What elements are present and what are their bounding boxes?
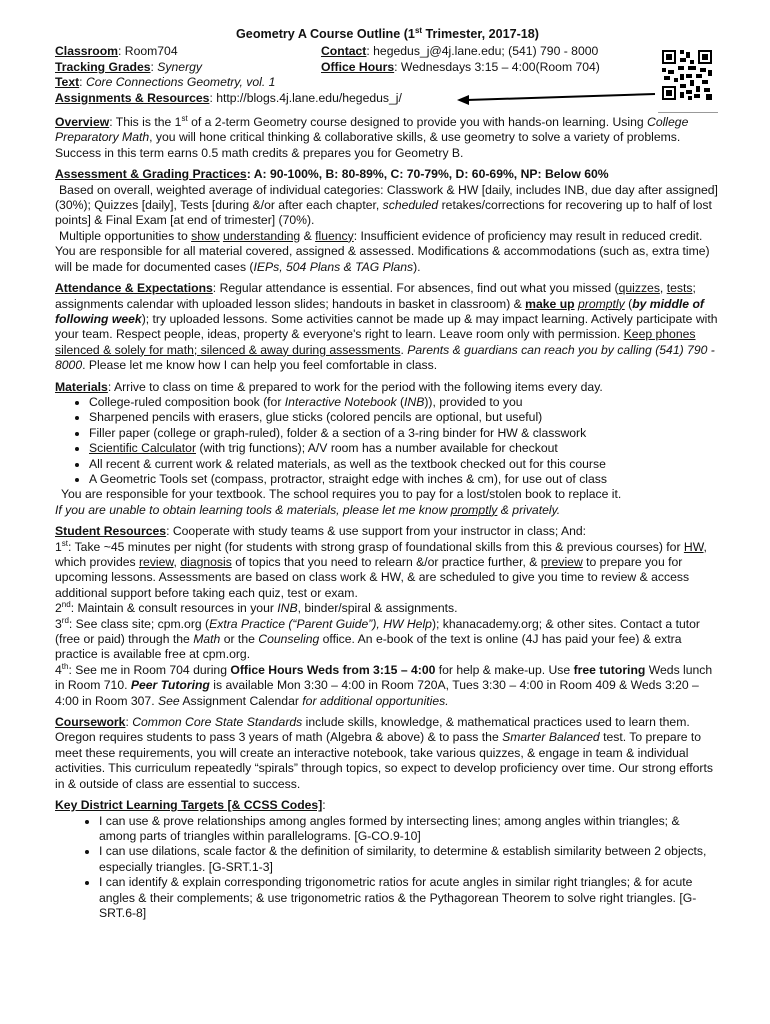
accommodations-italic: IEPs, 504 Plans & TAG Plans [253, 259, 414, 274]
assessment-text-3: Multiple opportunities to [59, 228, 192, 243]
inb-text: INB [277, 601, 298, 616]
list-item: • I can identify & explain corresponding trigonometric ratios for acute angles in similar right triangles; & for acute angles & their complements; & use trigonometric ratios & the Pythagorean Theorem to solve right triangles. [G-SRT.6-8] [99, 875, 720, 921]
grade-scale: : A: 90-100%, B: 80-89%, C: 70-79%, D: 60-69%, NP: Below 60% [246, 167, 609, 182]
diagnosis-text: diagnosis [180, 555, 232, 569]
help-text-2: & privately. [497, 502, 561, 517]
ordinal-sup: nd [61, 600, 71, 610]
item-text: College-ruled composition book (for [89, 394, 285, 409]
attendance-text-2: ; assignments calendar with uploaded lesson slides; handouts in basket in classroom) & [55, 281, 696, 311]
overview-text-2: of a 2-term Geometry course designed to provide you with hands-on learning. Using [187, 115, 648, 130]
coursework-section [55, 715, 720, 792]
list-item [89, 395, 720, 410]
attendance-label: Attendance & Expectations [55, 281, 213, 296]
calculator-text: Scientific Calculator [89, 441, 197, 456]
ordinal: 1 [55, 539, 62, 554]
text-value: Core Connections Geometry, vol. 1 [85, 75, 276, 90]
assessment-text-4: : Insufficient evidence of proficiency may result in reduced credit. You are responsible for all material covered, assigned & assessed. Modifications & accommodations (such as, extra time) will be made for documented cases ( [55, 228, 710, 274]
ordinal-sup: rd [61, 615, 69, 625]
assessment-italic: scheduled [382, 198, 439, 213]
item-italic: Interactive Notebook [284, 394, 397, 409]
tracking-label: Tracking Grades [55, 59, 151, 74]
tracking-sep: : [150, 59, 158, 74]
help-promptly: promptly [450, 502, 498, 517]
textbook-responsibility: You are responsible for your textbook. The school requires you to pay for a lost/stolen book to replace it. [61, 487, 622, 502]
text-sep: : [79, 75, 86, 90]
title-sup: st [414, 25, 423, 35]
attendance-text-4: . [400, 342, 408, 357]
ordinal: 2 [55, 601, 62, 616]
resource-text: , which provides [55, 539, 707, 569]
resource-text: of topics that you need to relearn &/or practice further, & [231, 555, 541, 569]
list-item: • Filler paper (college or graph-ruled), folder & a section of a 3-ring binder for HW & classwork [89, 426, 720, 441]
coursework-label: Coursework [55, 715, 126, 730]
tests-text: tests [666, 281, 693, 296]
list-item: • Sharpened pencils with erasers, glue sticks (colored pencils are optional, but useful) [89, 410, 720, 425]
peer-tutoring-bold: Peer Tutoring [130, 678, 210, 693]
understanding-text: understanding [222, 228, 301, 243]
assessment-label: Assessment & Grading Practices [55, 167, 247, 182]
resource-text: to prepare you for upcoming lessons. Assessments are based on class work & HW, & are scheduled to give you time to review & access additional support before taking each quiz, test or exam. [55, 555, 690, 600]
make-up-text: make up [525, 296, 575, 311]
list-item: • A Geometric Tools set (compass, protractor, straight edge with inches & cm), for use out of class [89, 472, 720, 487]
materials-section [55, 380, 720, 519]
phones-rule: Keep phones silenced & solely for math; silenced & away during assessments [55, 327, 696, 357]
coursework-text: : [125, 715, 133, 730]
resource-text: , binder/spiral & assignments. [297, 601, 458, 616]
divider [658, 112, 718, 113]
attendance-text-3: ); try uploaded lessons. Some activities cannot be made up & may impact learning. Actively participate with your team. Respect people, ideas, property & everyone's right to learn. Leave room only with permission. [55, 311, 718, 342]
ccss-italic: Common Core State Standards [132, 715, 303, 730]
classroom-value: : Room704 [118, 44, 178, 59]
overview-italic: College Preparatory Math [55, 115, 689, 145]
assessment-text-5: ). [413, 259, 421, 274]
office-hours-value: : Wednesdays 3:15 – 4:00(Room 704) [394, 59, 600, 74]
smarter-balanced-italic: Smarter Balanced [502, 730, 600, 745]
office-hours-label: Office Hours [321, 59, 395, 74]
assignments-link[interactable]: : http://blogs.4j.lane.edu/hegedus_j/ [209, 90, 402, 105]
targets-section [55, 798, 720, 921]
materials-help [55, 503, 720, 518]
resource-1 [55, 540, 720, 602]
targets-colon: : [322, 798, 326, 813]
overview-section [55, 115, 720, 161]
preview-text: preview [540, 555, 583, 569]
see-italic: See [157, 693, 180, 708]
resource-text: for help & make-up. Use [435, 662, 574, 677]
promptly-text: promptly [578, 296, 625, 311]
resource-text: : See me in Room 704 during [68, 662, 231, 677]
assessment-text: Based on overall, weighted average of individual categories: Classwork & HW [daily, includes INB, due day after assigned] (30%); Quizzes [daily], Tests [during &/or after each chapter, [55, 182, 718, 213]
title-text: Geometry A Course Outline (1 [236, 27, 415, 41]
show-text: show [191, 228, 220, 243]
tracking-value: Synergy [157, 59, 203, 74]
assessment-text-2: retakes/corrections for recovering up to half of lost points] & Final Exam [at end of trimester] (70%). [55, 198, 712, 228]
attendance-text-5: . Please let me know how I can help you feel comfortable in class. [82, 358, 438, 373]
opportunities-italic: for additional opportunities. [302, 693, 449, 708]
item-text: )), provided to you [424, 394, 523, 409]
ordinal: 3 [55, 616, 62, 631]
materials-list [55, 395, 720, 487]
resource-text: : See class site; cpm.org ( [68, 616, 210, 631]
materials-label: Materials [55, 379, 108, 394]
overview-text-3: , you will hone critical thinking & collaborative skills, & use geometry to solve a variety of problems. Success in this term earns 0.5 math credits & prepares you for Geometry B. [55, 130, 681, 160]
list-item: • I can use & prove relationships among angles formed by intersecting lines; among angles within triangles; & among parts of triangles within parallelograms. [G-CO.9-10] [99, 814, 720, 845]
resources-label: Student Resources [55, 524, 167, 539]
resource-3 [55, 617, 720, 663]
overview-label: Overview [55, 115, 110, 130]
item-italic: INB [404, 394, 425, 409]
help-text: If you are unable to obtain learning tools & materials, please let me know [55, 502, 451, 517]
resources-section [55, 524, 720, 709]
targets-list [55, 814, 720, 922]
assignments-label: Assignments & Resources [55, 90, 210, 105]
hw-text: HW [683, 539, 704, 554]
quizzes-text: quizzes [618, 281, 660, 296]
deadline-text: by middle of following week [55, 296, 704, 326]
attendance-section: Attendance & Expectations: Regular attendance is essential. For absences, find out what you missed (quizzes, tests; assignments calendar with uploaded lesson slides; handouts in basket in classroom) & make up promptly (by middle of following week); try uploaded lessons. Some activities cannot be made up & may impact learning. Actively participate with your team. Respect people, ideas, property & everyone's right to learn. Leave room only with permission. Keep phones silenced & solely for math; silenced & away during assessments. Parents & guardians can reach you by calling (541) 790 - 8000. Please let me know how I can help you feel comfortable in class. [55, 281, 718, 373]
targets-label: Key District Learning Targets [& CCSS Codes] [55, 798, 323, 813]
ordinal-sup: st [61, 538, 69, 548]
classroom-label: Classroom [55, 44, 118, 59]
coursework-text: test. To prepare to meet these requirements, you will create an interactive notebook, take various quizzes, & engage in team & individual activities. This curriculum repeatedly “spirals” through topics, so expect to develop proficiency over time. Our strong efforts in & outside of class are essential to success. [55, 730, 713, 791]
parents-contact: Parents & guardians can reach you by calling (541) 790 - 8000 [55, 342, 715, 373]
resources-intro: : Cooperate with study teams & use support from your instructor in class; And: [166, 524, 587, 539]
ordinal: 4 [55, 662, 62, 677]
counseling-italic: Counseling [258, 632, 320, 647]
contact-label: Contact [321, 44, 367, 59]
ordinal-sup: th [61, 661, 69, 671]
resource-2 [55, 601, 720, 616]
overview-text: : This is the 1 [109, 115, 182, 130]
assessment-section [55, 167, 720, 275]
resource-text: or the [220, 632, 259, 647]
resource-4 [55, 663, 720, 709]
overview-sup: st [181, 113, 188, 123]
pointer-arrow-icon [455, 88, 660, 108]
attendance-text: : Regular attendance is essential. For absences, find out what you missed ( [212, 281, 619, 296]
item-text: ( [396, 394, 405, 409]
office-hours-bold: Office Hours Weds from 3:15 – 4:00 [230, 662, 436, 677]
resource-text: is available Mon 3:30 – 4:00 in Room 720A, Tues 3:30 – 4:00 in Room 409 & Weds 3:20 – 4:00 in Room 307. [55, 678, 699, 708]
fluency-text: fluency [315, 228, 354, 243]
contact-value[interactable]: : hegedus_j@4j.lane.edu; (541) 790 - 8000 [366, 44, 599, 59]
course-outline-page [55, 27, 720, 921]
review-text: review [139, 555, 174, 569]
resource-text: : Maintain & consult resources in your [70, 601, 278, 616]
math-italic: Math [193, 632, 221, 647]
list-item: • I can use dilations, scale factor & the definition of similarity, to determine & establish similarity between 2 objects, especially triangles. [G-SRT.1-3] [99, 844, 720, 875]
item-text: (with trig functions); A/V room has a number available for checkout [196, 441, 558, 456]
header-row-1 [55, 44, 720, 59]
resource-italic: Extra Practice (“Parent Guide”), HW Help [209, 616, 432, 631]
qr-code-icon[interactable] [662, 50, 712, 100]
materials-intro: : Arrive to class on time & prepared to work for the period with the following items every day. [107, 379, 603, 394]
list-item [89, 441, 720, 456]
resource-text: ); khanacademy.org; & other sites. Contact a tutor (free or paid) through the [55, 616, 700, 647]
amp-text: & [300, 228, 316, 243]
page-title [55, 27, 720, 42]
coursework-text: include skills, knowledge, & mathematical practices used to learn them. Oregon requires students to pass 3 years of math (Algebra & above) & to pass the [55, 715, 690, 745]
resource-text: Weds lunch in Room 710. [55, 662, 713, 693]
list-item: • All recent & current work & related materials, as well as the textbook checked out for this course [89, 457, 720, 472]
header-row-2 [55, 60, 720, 75]
resource-text: office. An e-book of the text is online (4J has paid your fee) & extra practice is available free at cpm.org. [55, 632, 682, 662]
resource-text: , [173, 555, 181, 569]
text-label: Text [55, 75, 80, 90]
resource-text: Assignment Calendar [179, 693, 303, 708]
resource-text: : Take ~45 minutes per night (for students with strong grasp of foundational skills from this & previous courses) for [68, 539, 684, 554]
title-text-end: Trimester, 2017-18) [422, 27, 539, 41]
free-tutoring-bold: free tutoring [573, 662, 646, 677]
